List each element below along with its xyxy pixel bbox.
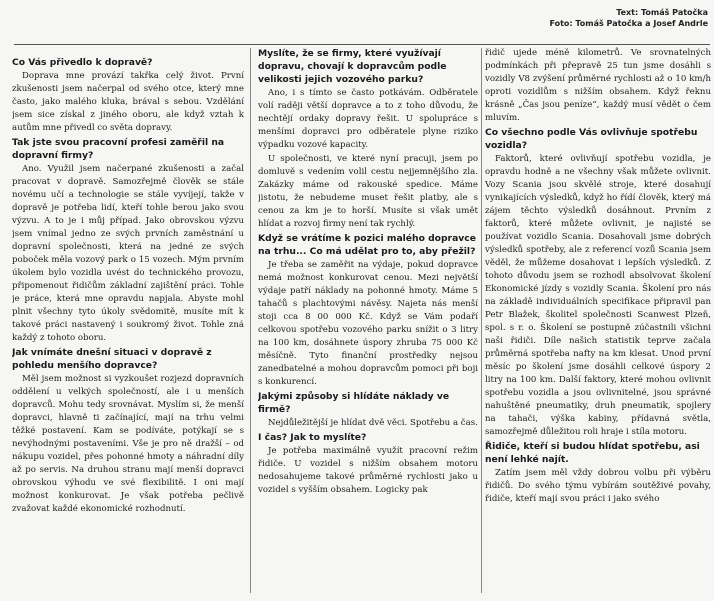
column-2 — [258, 47, 478, 587]
interview-question: Jakými způsoby si hlídáte náklady ve firmě? — [258, 391, 450, 415]
interview-question: Jak vnímáte dnešní situaci v dopravě z pohledu menšího dopravce? — [12, 347, 212, 371]
answer-paragraph: řidič ujede méně kilometrů. Ve srovnatelných podmínkách při přepravě 25 tun jsme dosáhli s vozidly V8 zvýšení průměrné rychlosti až o 10 km/h oproti vozidlům s nižším obsahem. Když řeknu krásně „Čas jsou peníze“, každý musí vědět o čem mluvím. — [485, 48, 711, 123]
answer-paragraph: Ano. Využil jsem načerpané zkušenosti a začal pracovat v dopravě. Samozřejmě člověk se stále novému učí a technologie se stále vyvíjejí, takže v dopravě je potřeba lidí, kteří tohle berou jako svou výzvu. A to je i můj případ. Jako obrovskou výzvu jsem vnímal jedno ze svých prvních zaměstnání u dopravní společnosti, která na jedné ze svých poboček měla vozový park o 15 vozech. Mým prvním úkolem bylo vozidla uvést do technického provozu, připomenout řidičům základní zajištění práci. Tohle je práce, která mne opravdu napjala. Abyste mohl plnit všechny tyto úkoly svědomitě, musíte mít k takové práci nastavený i soukromý život. Tohle zná každý z tohoto oboru. — [12, 164, 244, 343]
text-credit: Text: Tomáš Patočka — [616, 8, 708, 17]
photo-credit: Foto: Tomáš Patočka a Josef Andrle — [549, 19, 708, 28]
photo-credits — [549, 7, 708, 29]
column-divider-2 — [481, 48, 482, 593]
interview-question: Myslíte, že se firmy, které využívají dopravu, chovají k dopravcům podle velikosti jejich vozového parku? — [258, 48, 447, 85]
interview-question: I čas? Jak to myslíte? — [258, 432, 367, 443]
header-rule — [14, 44, 710, 45]
interview-question: Když se vrátíme k pozici malého dopravce na trhu... Co má udělat pro to, aby přežil? — [258, 233, 476, 257]
answer-paragraph: Doprava mne provází takřka celý život. První zkušenosti jsem načerpal od svého otce, který mne často, jako malého kluka, brával s sebou. Vzdělání jsem sice získal z jiného oboru, ale když vztah k autům mne přivedl co světa dopravy. — [12, 71, 244, 133]
column-divider-1 — [250, 48, 251, 593]
answer-paragraph: Zatím jsem měl vždy dobrou volbu při výběru řidičů. Do svého týmu vybírám soutěživé povahy, řidiče, kteří mají svou práci i jako svého — [485, 468, 711, 504]
column-1 — [12, 56, 244, 596]
answer-paragraph: Ano, i s tímto se často potkávám. Odběratele volí raději větší dopravce a to z toho důvodu, že nechtějí ordaky dopravy řešit. U spolupráce s menšími dopravci pro odběratele plyne riziko výpadku vozové kapacity. — [258, 88, 478, 150]
answer-paragraph: U společnosti, ve které nyní pracuji, jsem po domluvě s vedením volil cestu nejjemnějšího zla. Zakázky máme od rakouské spedice. Máme jistotu, že nebudeme muset řešit platby, ale s cenou za km je to horší. Musíte si však umět hlídat a rozvoj firmy není tak rychlý. — [258, 154, 478, 229]
interview-question: Co Vás přivedlo k dopravě? — [12, 57, 153, 68]
answer-paragraph: Faktorů, které ovlivňují spotřebu vozidla, je opravdu hodně a ne všechny však můžete ovlivnit. Vozy Scania jsou skvělé stroje, které dosahují vynikajících výsledků, když ho řídí člověk, který má zájem těchto výsledků dosáhnout. Prvním z faktorů, které můžete ovlivnit, je najisté se používat vozidlo Scania. Dosahovali jsme dobrých výsledků spotřeby, ale z referencí vozů Scania jsem věděl, že můžeme dosahovat i lepších výsledků. Z tohoto důvodu jsem se rozhodl absolvovat školení Ekonomické jízdy s vozidly Scania. Školení pro nás na základě individuálních specifikace připravil pan Petr Blažek, školitel společnosti Scanwest Plzeň, spol. s r. o. Školení se postupně zúčastnili všichni naši řidiči. Díle našich statistik teprve začala průměrná spotřeba nafty na km klesat. Unod první měsíc po školení jsme dosáhli celkové úspory 2 litry na 100 km. Další faktory, které mohou ovlivnit spotřebu vozidla a jsou ovlivnitelné, jsou správné nahuštěné pneumatiky, druh pneumatik, spojlery na tahači, výška kabiny, přídavná světla, samozřejmě důležitou roli hraje i stíla motoru. — [485, 154, 711, 437]
column-3 — [485, 47, 711, 587]
interview-question: Co všechno podle Vás ovlivňuje spotřebu vozidla? — [485, 127, 698, 151]
answer-paragraph: Je třeba se zaměřit na výdaje, pokud dopravce nemá možnost konkurovat cenou. Mezi největší výdaje patří náklady na pohonné hmoty. Máme 5 tahačů s plachtovými návěsy. Najeta nás menší stoji cca 8 00 000 Kč. Když se Vám podaří celkovou spotřebu vozového parku snížit o 3 litry na 100 km, dosáhnete úspory zhruba 75 000 Kč měsíčně. Tyto finanční prostředky nejsou zanedbatelné a mohou dopravcům pomoci při boji s konkurencí. — [258, 260, 478, 387]
answer-paragraph: Je potřeba maximálně využít pracovní režim řidiče. U vozidel s nižším obsahem motoru nedosahujeme takové průměrné rychlosti jako u vozidel s vyšším obsahem. Logicky pak — [258, 446, 478, 495]
interview-question: Řidiče, kteří si budou hlídat spotřebu, asi není lehké najít. — [485, 441, 700, 465]
answer-paragraph: Nejdůležitější je hlídat dvě věci. Spotřebu a čas. — [268, 418, 478, 428]
answer-paragraph: Měl jsem možnost si vyzkoušet rozjezd dopravních oddělení u velkých společností, ale i u menších dopravců. Mohu tedy srovnávat. Myslím si, že menší dopravci, hlavně ti začínající, mají na trhu velmi těžké postavení. Kam se podíváte, potýkají se s nevýhodnými postaveními. Vše je pro ně dražší – od nákupu vozidel, přes pohonné hmoty a náhradní díly až po servis. Na druhou stranu mají menší dopravci obrovskou výhodu ve své flexibilitě. I oni mají možnost konkurovat. Je však potřeba pečlivě zvažovat každé ekonomické rozhodnutí. — [12, 374, 244, 514]
interview-question: Tak jste svou pracovní profesi zaměřil na dopravní firmy? — [12, 137, 225, 161]
